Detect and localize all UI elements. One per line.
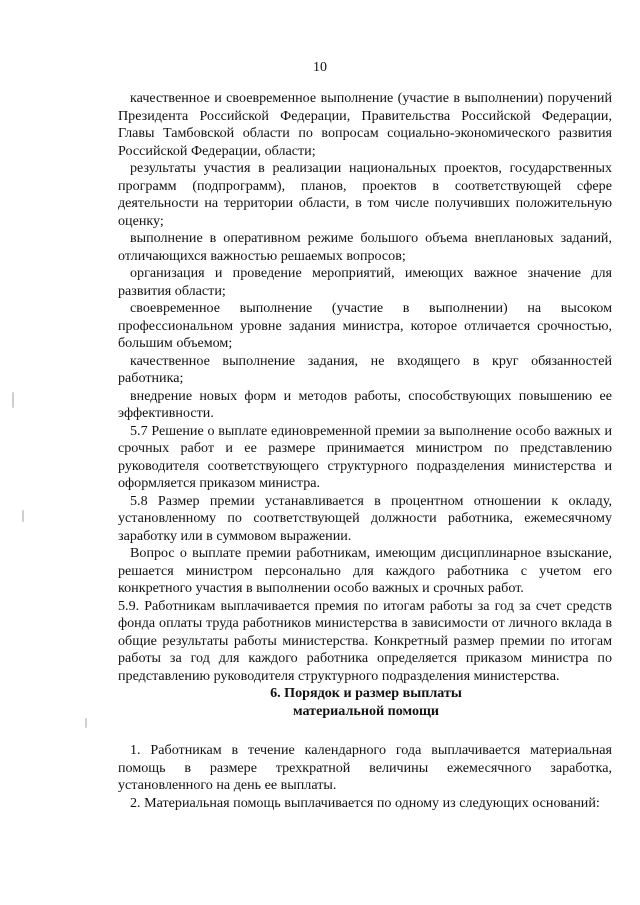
section-heading-line-2: материальной помощи — [292, 702, 440, 719]
paragraph-3: выполнение в оперативном режиме большого объема внеплановых заданий, отличающихся важностью решаемых вопросов; — [118, 230, 612, 264]
paragraph-7: внедрение новых форм и методов работы, способствующих повышению ее эффективности. — [118, 387, 612, 421]
paragraph-5-8: 5.8 Размер премии устанавливается в процентном отношении к окладу, установленному по соответствующей должности работника, ежемесячному заработку или в суммовом выражении. — [118, 492, 612, 544]
document-body — [118, 90, 612, 812]
margin-mark-3 — [85, 718, 87, 728]
paragraph-4: организация и проведение мероприятий, имеющих важное значение для развития области; — [118, 265, 612, 299]
paragraph-1: качественное и своевременное выполнение (участие в выполнении) поручений Президента Российской Федерации, Правительства Российской Федерации, Главы Тамбовской области по вопросам социально-экономического развития Российской Федерации, области; — [118, 90, 612, 159]
section-paragraph-2: 2. Материальная помощь выплачивается по одному из следующих оснований: — [130, 794, 600, 811]
paragraph-5: своевременное выполнение (участие в выполнении) на высоком профессиональном уровне задания министра, которое отличается срочностью, большим объемом; — [118, 300, 612, 351]
section-paragraph-1: 1. Работникам в течение календарного года выплачивается материальная помощь в размере трехкратной величины ежемесячного заработка, установленного на день ее выплаты. — [118, 742, 612, 793]
page-number: 10 — [313, 60, 327, 75]
section-heading-line-1: 6. Порядок и размер выплаты — [270, 685, 462, 701]
paragraph-disciplinary: Вопрос о выплате премии работникам, имеющим дисциплинарное взыскание, решается министром персонально для каждого работника с учетом его конкретного участия в выполнении особо важных и срочных работ. — [118, 545, 612, 596]
paragraph-5-7: 5.7 Решение о выплате единовременной премии за выполнение особо важных и срочных работ и ее размере принимается министром по представлению руководителя соответствующего структурного подразделения министерства и оформляется приказом министра. — [118, 422, 612, 491]
paragraph-2: результаты участия в реализации национальных проектов, государственных программ (подпрограмм), планов, проектов в соответствующей сфере деятельности на территории области, в том числе получивших положительную оценку; — [118, 160, 612, 229]
margin-mark-2 — [22, 510, 24, 522]
paragraph-5-9: 5.9. Работникам выплачивается премия по итогам работы за год за счет средств фонда оплаты труда работников министерства в зависимости от личного вклада в общие результаты работы министерства. Конкретный размер премии по итогам работы за год для каждого работника определяется приказом министра по представлению руководителя структурного подразделения министерства. — [118, 597, 612, 684]
paragraph-6: качественное выполнение задания, не входящего в круг обязанностей работника; — [118, 352, 612, 386]
margin-mark-1 — [12, 392, 14, 408]
